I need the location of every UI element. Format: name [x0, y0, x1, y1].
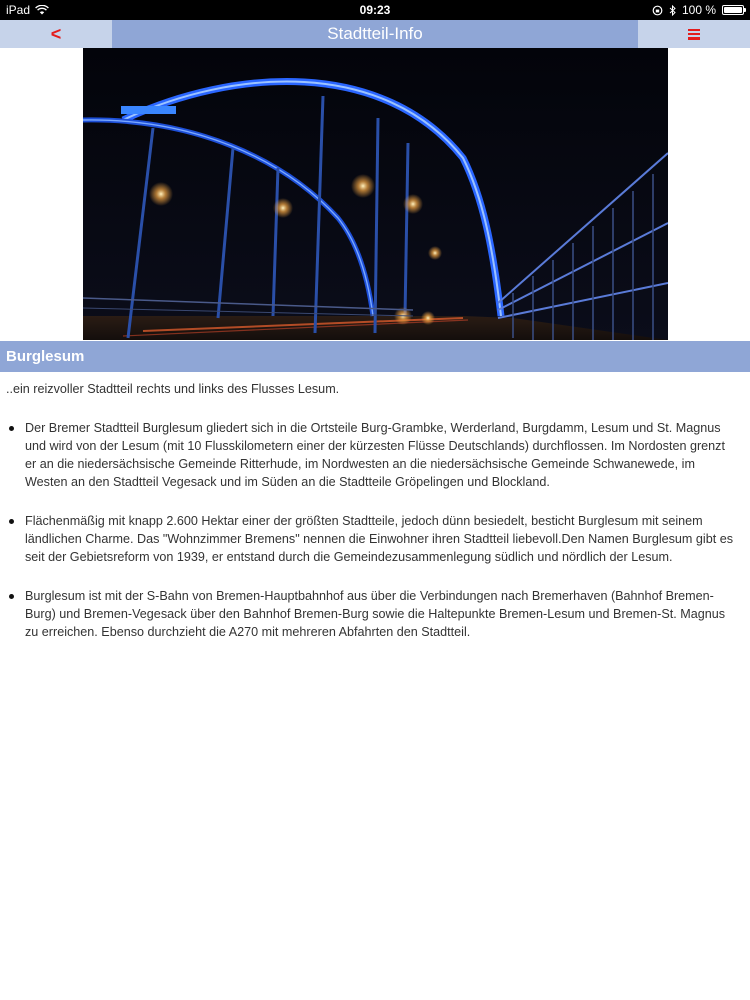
- page-title: Stadtteil-Info: [327, 24, 423, 43]
- list-item: [6, 512, 740, 566]
- status-bar: [0, 0, 750, 20]
- hamburger-icon: [688, 29, 700, 40]
- status-right: [652, 3, 744, 17]
- section-header: Burglesum: [0, 341, 750, 372]
- status-time: 09:23: [359, 3, 391, 17]
- content-area: [0, 372, 750, 662]
- bluetooth-icon: [669, 5, 676, 16]
- orientation-lock-icon: [652, 5, 663, 16]
- battery-fill: [724, 7, 742, 13]
- list-item: [6, 587, 740, 641]
- device-label: iPad: [6, 3, 31, 17]
- bullet-icon: [9, 594, 14, 599]
- hero-image: [83, 48, 668, 340]
- bullet-list: [6, 419, 740, 641]
- bridge-photo: [83, 48, 668, 340]
- paragraph-text: Der Bremer Stadtteil Burglesum gliedert sich in die Ortsteile Burg-Grambke, Werderland, Burgdamm, Lesum und St. Magnus und wird von der Lesum (mit 10 Flusskilometern einer der kürzesten Flüsse Deutschlands) durchflossen. Im Nordosten grenzt er an die niedersächsische Gemeinde Ritterhude, im Nordwesten an die niedersächsische Gemeinde Schwanewede, im Westen an den Stadtteil Vegesack und im Süden an die Stadtteile Gröpelingen und Blockland.: [25, 421, 725, 489]
- menu-button[interactable]: [638, 20, 750, 48]
- intro-text: ..ein reizvoller Stadtteil rechts und links des Flusses Lesum.: [6, 382, 340, 396]
- battery-percent: 100 %: [681, 3, 716, 17]
- bullet-icon: [9, 426, 14, 431]
- back-button[interactable]: <: [0, 20, 112, 48]
- nav-bar: [0, 20, 750, 48]
- battery-icon: [722, 5, 744, 15]
- list-item: [6, 419, 740, 491]
- paragraph-text: Burglesum ist mit der S-Bahn von Bremen-Hauptbahnhof aus über die Verbindungen nach Bremerhaven (Bahnhof Bremen-Burg) und Bremen-Vegesack über den Bahnhof Bremen-Burg sowie die Haltepunkte Bremen-Lesum und Bremen-St. Magnus zu erreichen. Ebenso durchzieht die A270 mit mehreren Abfahrten den Stadtteil.: [25, 589, 726, 639]
- paragraph-text: Flächenmäßig mit knapp 2.600 Hektar einer der größten Stadtteile, jedoch dünn besiedelt, besticht Burglesum mit seinem ländlichen Charme. Das "Wohnzimmer Bremens" nennen die Einwohner ihren Stadtteil liebevoll.Den Namen Burglesum gibt es seit der Gebietsreform von 1939, er entstand durch die Gemeindezusammenlegung südlich und nördlich der Lesum.: [25, 514, 734, 564]
- bullet-icon: [9, 519, 14, 524]
